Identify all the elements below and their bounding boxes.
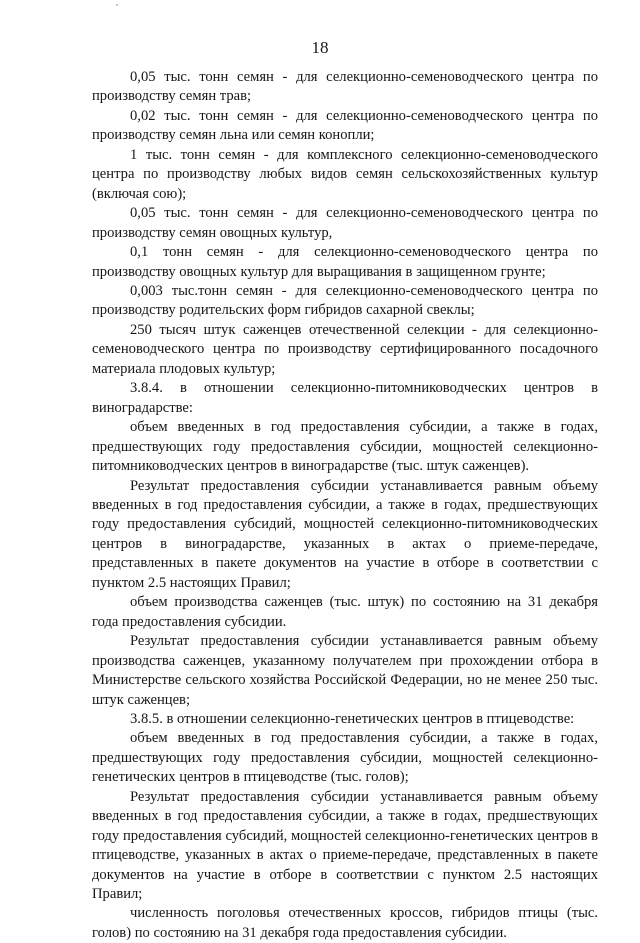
paragraph-saplings-production: объем производства саженцев (тыс. штук) по состоянию на 31 декабря года предоставления субсидии. [92,594,598,630]
paragraph-seeds-flax-hemp: 0,02 тыс. тонн семян - для селекционно-семеноводческого центра по производству семян льна или семян конопли; [92,107,598,144]
paragraph-seeds-greenhouse: 0,1 тонн семян - для селекционно-семеноводческого центра по производству овощных культур для выращивания в защищенном грунте; [92,244,598,280]
paragraph-seeds-vegetables: 0,05 тыс. тонн семян - для селекционно-семеноводческого центра по производству семян овощных культур, [92,205,598,241]
paragraph-section-3-8-5: 3.8.5. в отношении селекционно-генетических центров в птицеводстве: [130,710,575,727]
paragraph-saplings-result: Результат предоставления субсидии устанавливается равным объему производства саженцев, указанному получателем при прохождении отбора в Министерстве сельского хозяйства Российской Федерации, но не менее 250 тыс. штук саженцев; [92,633,598,708]
document-body [92,68,598,943]
paragraph-saplings-fruit: 250 тысяч штук саженцев отечественной селекции - для селекционно-семеноводческого центра по производству сертифицированного посадочного материала плодовых культур; [92,321,598,377]
paragraph-poultry-result: Результат предоставления субсидии устанавливается равным объему введенных в год предоставления субсидии, а также в годах, предшествующих году предоставления субсидий, мощностей селекционно-генетических центров в птицеводстве, указанных в актах о приеме-передаче, представленных в пакете документов на участие в отборе в соответствии с пунктом 2.5 настоящих Правил; [92,788,598,903]
paragraph-viticulture-capacity: объем введенных в год предоставления субсидии, а также в годах, предшествующих году предоставления субсидии, мощностей селекционно-питомниководческих центров в виноградарстве (тыс. штук саженцев). [92,419,598,475]
paragraph-seeds-complex-center: 1 тыс. тонн семян - для комплексного селекционно-семеноводческого центра по производству любых видов семян сельскохозяйственных культур (включая сою); [92,146,598,202]
paragraph-seeds-grass: 0,05 тыс. тонн семян - для селекционно-семеноводческого центра по производству семян трав; [92,69,598,105]
paragraph-seeds-sugar-beet: 0,003 тыс.тонн семян - для селекционно-семеноводческого центра по производству родительских форм гибридов сахарной свеклы; [92,282,598,319]
page-number: 18 [311,38,329,57]
paragraph-section-3-8-4: 3.8.4. в отношении селекционно-питомниководческих центров в виноградарстве: [92,380,598,416]
scan-speck [116,4,118,6]
paragraph-viticulture-result: Результат предоставления субсидии устанавливается равным объему введенных в год предоставления субсидии, а также в годах, предшествующих году предоставления субсидий, мощностей селекционно-питомниководческих центров в виноградарстве, указанных в актах о приеме-передаче, представленных в пакете документов на участие в отборе в соответствии с пунктом 2.5 настоящих Правил; [92,477,598,591]
paragraph-poultry-livestock: численность поголовья отечественных кроссов, гибридов птицы (тыс. голов) по состоянию на 31 декабря года предоставления субсидии. [92,905,598,941]
paragraph-poultry-capacity: объем введенных в год предоставления субсидии, а также в годах, предшествующих году предоставления субсидии, мощностей селекционно-генетических центров в птицеводстве (тыс. голов); [92,730,598,786]
